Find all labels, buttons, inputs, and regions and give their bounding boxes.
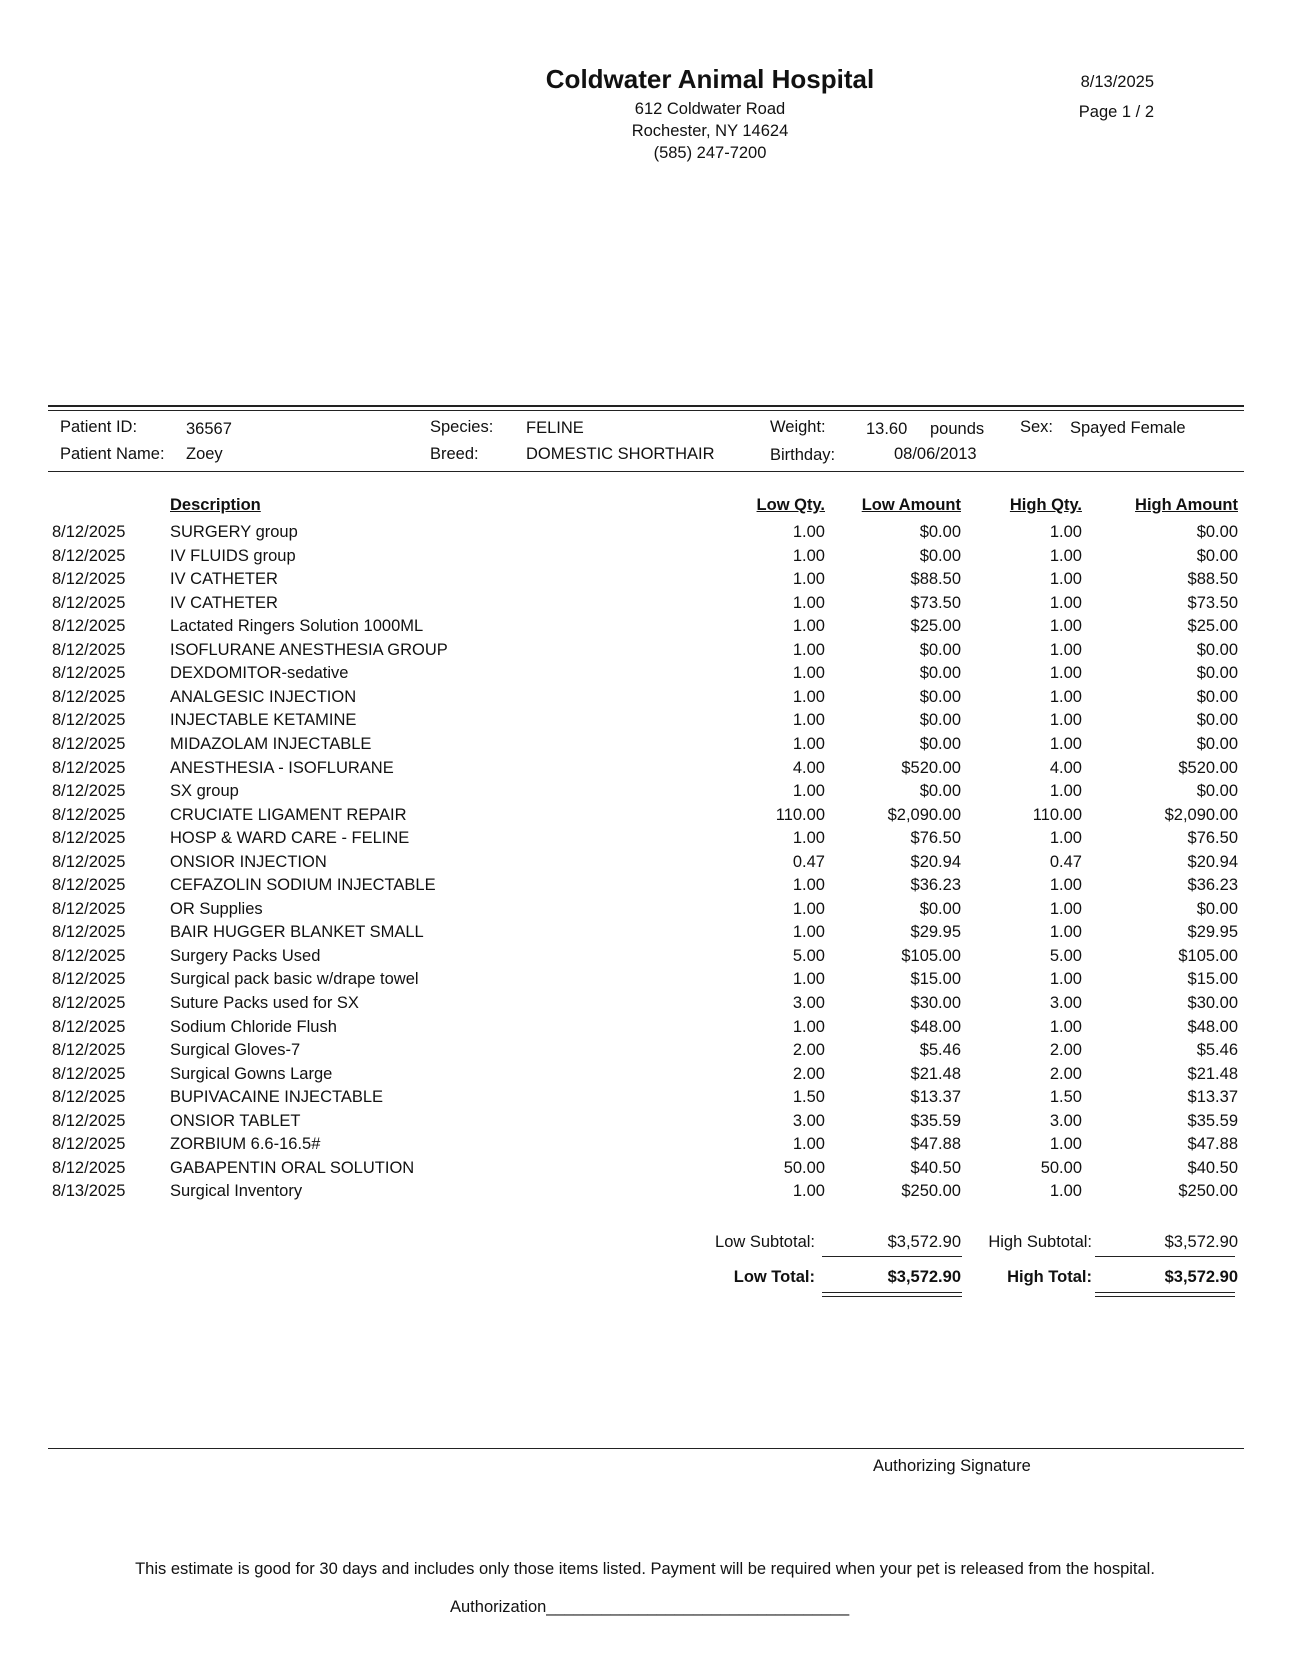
table-row [0, 594, 1290, 618]
item-high-amount: $250.00 [1178, 1182, 1238, 1201]
item-description: GABAPENTIN ORAL SOLUTION [170, 1158, 415, 1177]
item-date: 8/12/2025 [52, 852, 126, 871]
item-low-amount: $5.46 [919, 1041, 961, 1060]
item-description: ISOFLURANE ANESTHESIA GROUP [170, 640, 448, 659]
table-row [0, 829, 1290, 853]
item-low-qty: 1.00 [792, 970, 825, 989]
item-high-amount: $76.50 [1187, 829, 1238, 848]
item-low-amount: $105.00 [901, 946, 961, 965]
table-row [0, 876, 1290, 900]
table-row [0, 735, 1290, 759]
high-total-value: $3,572.90 [1164, 1268, 1238, 1286]
item-high-amount: $2,090.00 [1164, 805, 1238, 824]
item-low-amount: $520.00 [901, 758, 961, 777]
item-high-amount: $15.00 [1187, 970, 1238, 989]
item-description: BUPIVACAINE INJECTABLE [170, 1088, 384, 1107]
item-high-amount: $73.50 [1187, 593, 1238, 612]
item-high-qty: 1.00 [1049, 829, 1082, 848]
item-low-qty: 1.00 [792, 546, 825, 565]
disclaimer-text: This estimate is good for 30 days and includes only those items listed. Payment will be required when your pet is released from the hospital. [135, 1560, 1155, 1578]
item-description: Sodium Chloride Flush [170, 1017, 337, 1036]
weight-label: Weight: [770, 418, 826, 436]
item-description: ZORBIUM 6.6-16.5# [170, 1135, 321, 1154]
item-low-qty: 1.00 [792, 876, 825, 895]
item-description: BAIR HUGGER BLANKET SMALL [170, 923, 424, 942]
table-row [0, 994, 1290, 1018]
item-high-qty: 1.00 [1049, 1182, 1082, 1201]
item-low-qty: 1.00 [792, 593, 825, 612]
item-low-qty: 50.00 [783, 1158, 825, 1177]
item-description: IV FLUIDS group [170, 546, 296, 565]
table-row [0, 570, 1290, 594]
item-low-qty: 110.00 [775, 805, 825, 824]
table-row [0, 923, 1290, 947]
item-date: 8/12/2025 [52, 805, 126, 824]
item-date: 8/12/2025 [52, 994, 126, 1012]
item-low-amount: $2,090.00 [887, 805, 961, 824]
item-date: 8/12/2025 [52, 1135, 126, 1154]
item-high-qty: 0.47 [1049, 852, 1082, 871]
item-low-qty: 2.00 [792, 1041, 825, 1060]
item-high-amount: $0.00 [1196, 782, 1238, 801]
item-high-qty: 1.00 [1049, 664, 1082, 683]
item-low-amount: $30.00 [910, 994, 961, 1012]
high-subtotal-underline [1095, 1256, 1235, 1257]
table-row [0, 711, 1290, 735]
item-date: 8/12/2025 [52, 923, 126, 942]
patient-id-value: 36567 [186, 420, 232, 438]
item-low-amount: $25.00 [910, 617, 961, 636]
item-description: Lactated Ringers Solution 1000ML [170, 617, 424, 636]
authorizing-signature-label: Authorizing Signature [873, 1457, 1031, 1475]
item-high-qty: 4.00 [1049, 758, 1082, 777]
sex-value: Spayed Female [1070, 419, 1186, 437]
item-date: 8/12/2025 [52, 829, 126, 848]
table-row [0, 806, 1290, 830]
item-date: 8/12/2025 [52, 617, 126, 636]
item-low-amount: $13.37 [910, 1088, 961, 1107]
item-low-amount: $35.59 [910, 1111, 961, 1130]
item-low-qty: 5.00 [792, 946, 825, 965]
item-date: 8/12/2025 [52, 899, 126, 918]
low-total-value: $3,572.90 [887, 1268, 961, 1286]
table-row [0, 853, 1290, 877]
item-low-qty: 1.00 [792, 1182, 825, 1201]
item-high-amount: $0.00 [1196, 734, 1238, 753]
item-high-amount: $0.00 [1196, 546, 1238, 565]
low-total-label: Low Total: [733, 1268, 815, 1286]
item-description: SURGERY group [170, 523, 298, 541]
item-low-amount: $20.94 [910, 852, 961, 871]
authorization-line: Authorization_________________________________ [450, 1598, 850, 1616]
low-subtotal-value: $3,572.90 [887, 1233, 961, 1251]
item-low-qty: 1.00 [792, 899, 825, 918]
table-row [0, 1041, 1290, 1065]
item-high-qty: 1.00 [1049, 570, 1082, 589]
item-description: INJECTABLE KETAMINE [170, 711, 357, 730]
item-high-amount: $36.23 [1187, 876, 1238, 895]
low-subtotal-underline [822, 1256, 962, 1257]
item-low-qty: 1.00 [792, 782, 825, 801]
item-high-qty: 1.00 [1049, 899, 1082, 918]
column-header-low-qty: Low Qty. [756, 496, 825, 514]
item-high-amount: $0.00 [1196, 899, 1238, 918]
item-description: CEFAZOLIN SODIUM INJECTABLE [170, 876, 436, 895]
table-row [0, 547, 1290, 571]
item-high-amount: $0.00 [1196, 640, 1238, 659]
item-low-qty: 1.00 [792, 1017, 825, 1036]
item-low-amount: $0.00 [919, 664, 961, 683]
item-high-amount: $105.00 [1178, 946, 1238, 965]
item-high-qty: 5.00 [1049, 946, 1082, 965]
species-value: FELINE [526, 419, 584, 437]
item-low-amount: $36.23 [910, 876, 961, 895]
item-low-amount: $0.00 [919, 782, 961, 801]
birthday-value: 08/06/2013 [894, 445, 977, 463]
item-low-amount: $0.00 [919, 734, 961, 753]
item-low-qty: 3.00 [792, 994, 825, 1012]
item-high-qty: 1.00 [1049, 970, 1082, 989]
item-high-amount: $29.95 [1187, 923, 1238, 942]
breed-value: DOMESTIC SHORTHAIR [526, 445, 715, 463]
high-total-label: High Total: [1007, 1268, 1092, 1286]
table-row [0, 641, 1290, 665]
item-low-qty: 3.00 [792, 1111, 825, 1130]
item-description: ONSIOR TABLET [170, 1111, 301, 1130]
item-description: Surgical Gloves-7 [170, 1041, 301, 1060]
item-low-amount: $88.50 [910, 570, 961, 589]
item-high-qty: 3.00 [1049, 1111, 1082, 1130]
item-low-amount: $0.00 [919, 711, 961, 730]
item-description: OR Supplies [170, 899, 263, 918]
item-high-qty: 1.00 [1049, 546, 1082, 565]
item-description: MIDAZOLAM INJECTABLE [170, 734, 372, 753]
signature-line [48, 1448, 1244, 1449]
item-low-qty: 4.00 [792, 758, 825, 777]
item-date: 8/13/2025 [52, 1182, 126, 1201]
item-low-amount: $21.48 [910, 1064, 961, 1083]
item-high-qty: 1.00 [1049, 782, 1082, 801]
item-description: Surgical Gowns Large [170, 1064, 333, 1083]
item-high-qty: 1.50 [1049, 1088, 1082, 1107]
phone-number: (585) 247-7200 [653, 144, 767, 162]
column-header-low-amount: Low Amount [861, 496, 961, 514]
item-high-amount: $0.00 [1196, 523, 1238, 541]
table-row [0, 900, 1290, 924]
item-high-qty: 3.00 [1049, 994, 1082, 1012]
item-date: 8/12/2025 [52, 734, 126, 753]
item-high-amount: $0.00 [1196, 687, 1238, 706]
table-row [0, 688, 1290, 712]
page-number: Page 1 / 2 [1078, 103, 1154, 121]
sex-label: Sex: [1020, 418, 1054, 436]
top-rule-second [48, 410, 1244, 411]
table-row [0, 1135, 1290, 1159]
item-high-amount: $88.50 [1187, 570, 1238, 589]
item-description: SX group [170, 782, 239, 801]
table-row [0, 1065, 1290, 1089]
item-high-qty: 1.00 [1049, 593, 1082, 612]
high-subtotal-value: $3,572.90 [1164, 1233, 1238, 1251]
patient-bottom-rule [48, 471, 1244, 472]
item-date: 8/12/2025 [52, 640, 126, 659]
item-date: 8/12/2025 [52, 593, 126, 612]
weight-unit: pounds [930, 420, 985, 438]
item-description: Suture Packs used for SX [170, 994, 359, 1012]
high-subtotal-label: High Subtotal: [988, 1233, 1092, 1251]
item-high-amount: $35.59 [1187, 1111, 1238, 1130]
table-row [0, 759, 1290, 783]
item-low-amount: $0.00 [919, 546, 961, 565]
item-description: Surgical Inventory [170, 1182, 303, 1201]
item-low-qty: 1.00 [792, 664, 825, 683]
item-description: ANALGESIC INJECTION [170, 687, 357, 706]
item-high-qty: 1.00 [1049, 523, 1082, 541]
address-line-1: 612 Coldwater Road [634, 100, 786, 118]
top-rule [48, 405, 1244, 407]
table-row [0, 947, 1290, 971]
item-high-qty: 2.00 [1049, 1041, 1082, 1060]
item-low-qty: 2.00 [792, 1064, 825, 1083]
table-row [0, 1088, 1290, 1112]
item-description: HOSP & WARD CARE - FELINE [170, 829, 410, 848]
item-low-amount: $0.00 [919, 899, 961, 918]
item-low-amount: $0.00 [919, 523, 961, 541]
table-row [0, 617, 1290, 641]
item-date: 8/12/2025 [52, 876, 126, 895]
column-header-description: Description [170, 496, 261, 514]
item-high-qty: 50.00 [1040, 1158, 1082, 1177]
item-high-qty: 1.00 [1049, 1017, 1082, 1036]
item-low-qty: 1.50 [792, 1088, 825, 1107]
item-high-qty: 1.00 [1049, 687, 1082, 706]
item-low-qty: 1.00 [792, 640, 825, 659]
item-date: 8/12/2025 [52, 1041, 126, 1060]
item-date: 8/12/2025 [52, 1158, 126, 1177]
item-low-qty: 1.00 [792, 1135, 825, 1154]
item-low-amount: $48.00 [910, 1017, 961, 1036]
item-high-amount: $0.00 [1196, 664, 1238, 683]
item-high-amount: $5.46 [1196, 1041, 1238, 1060]
patient-id-label: Patient ID: [60, 418, 138, 436]
species-label: Species: [430, 418, 494, 436]
breed-label: Breed: [430, 445, 479, 463]
table-row [0, 1159, 1290, 1183]
item-date: 8/12/2025 [52, 523, 126, 541]
item-date: 8/12/2025 [52, 546, 126, 565]
item-date: 8/12/2025 [52, 946, 126, 965]
birthday-label: Birthday: [770, 446, 836, 464]
item-high-qty: 1.00 [1049, 617, 1082, 636]
item-low-amount: $0.00 [919, 640, 961, 659]
item-low-amount: $73.50 [910, 593, 961, 612]
item-high-qty: 2.00 [1049, 1064, 1082, 1083]
weight-value: 13.60 [866, 420, 908, 438]
item-high-amount: $21.48 [1187, 1064, 1238, 1083]
item-high-qty: 1.00 [1049, 711, 1082, 730]
item-high-amount: $20.94 [1187, 852, 1238, 871]
item-description: IV CATHETER [170, 593, 278, 612]
item-low-qty: 1.00 [792, 687, 825, 706]
item-high-amount: $25.00 [1187, 617, 1238, 636]
item-description: IV CATHETER [170, 570, 278, 589]
item-low-amount: $40.50 [910, 1158, 961, 1177]
item-low-qty: 1.00 [792, 829, 825, 848]
patient-name-label: Patient Name: [60, 445, 165, 463]
item-low-amount: $250.00 [901, 1182, 961, 1201]
item-high-qty: 1.00 [1049, 876, 1082, 895]
item-description: Surgical pack basic w/drape towel [170, 970, 419, 989]
item-date: 8/12/2025 [52, 711, 126, 730]
item-high-amount: $13.37 [1187, 1088, 1238, 1107]
item-high-qty: 1.00 [1049, 923, 1082, 942]
table-row [0, 1018, 1290, 1042]
item-high-qty: 1.00 [1049, 1135, 1082, 1154]
table-row [0, 782, 1290, 806]
item-low-amount: $29.95 [910, 923, 961, 942]
low-subtotal-label: Low Subtotal: [715, 1233, 815, 1251]
item-low-qty: 1.00 [792, 570, 825, 589]
item-date: 8/12/2025 [52, 570, 126, 589]
item-high-amount: $0.00 [1196, 711, 1238, 730]
item-low-qty: 1.00 [792, 711, 825, 730]
item-date: 8/12/2025 [52, 970, 126, 989]
item-description: ANESTHESIA - ISOFLURANE [170, 758, 394, 777]
column-header-high-qty: High Qty. [1009, 496, 1082, 514]
item-low-amount: $47.88 [910, 1135, 961, 1154]
item-high-amount: $48.00 [1187, 1017, 1238, 1036]
high-total-double-underline [1095, 1292, 1235, 1297]
item-low-amount: $15.00 [910, 970, 961, 989]
table-row [0, 970, 1290, 994]
item-low-qty: 1.00 [792, 734, 825, 753]
item-low-qty: 1.00 [792, 523, 825, 541]
patient-name-value: Zoey [186, 445, 223, 463]
item-date: 8/12/2025 [52, 687, 126, 706]
item-date: 8/12/2025 [52, 782, 126, 801]
item-description: CRUCIATE LIGAMENT REPAIR [170, 805, 407, 824]
address-line-2: Rochester, NY 14624 [631, 122, 789, 140]
item-high-amount: $520.00 [1178, 758, 1238, 777]
table-row [0, 523, 1290, 547]
table-row [0, 1182, 1290, 1206]
hospital-name: Coldwater Animal Hospital [545, 64, 875, 94]
item-high-qty: 1.00 [1049, 640, 1082, 659]
item-description: DEXDOMITOR-sedative [170, 664, 349, 683]
low-total-double-underline [822, 1292, 962, 1297]
item-low-amount: $76.50 [910, 829, 961, 848]
item-high-amount: $40.50 [1187, 1158, 1238, 1177]
item-high-qty: 110.00 [1032, 805, 1082, 824]
item-date: 8/12/2025 [52, 1064, 126, 1083]
item-high-amount: $30.00 [1187, 994, 1238, 1012]
item-date: 8/12/2025 [52, 1017, 126, 1036]
item-low-qty: 0.47 [792, 852, 825, 871]
item-low-qty: 1.00 [792, 617, 825, 636]
item-high-qty: 1.00 [1049, 734, 1082, 753]
item-date: 8/12/2025 [52, 758, 126, 777]
item-date: 8/12/2025 [52, 664, 126, 683]
item-description: Surgery Packs Used [170, 946, 321, 965]
item-low-qty: 1.00 [792, 923, 825, 942]
table-row [0, 1112, 1290, 1136]
item-description: ONSIOR INJECTION [170, 852, 327, 871]
item-date: 8/12/2025 [52, 1111, 126, 1130]
item-date: 8/12/2025 [52, 1088, 126, 1107]
column-header-high-amount: High Amount [1135, 496, 1238, 514]
item-low-amount: $0.00 [919, 687, 961, 706]
item-high-amount: $47.88 [1187, 1135, 1238, 1154]
table-row [0, 664, 1290, 688]
report-date: 8/13/2025 [1080, 73, 1154, 91]
